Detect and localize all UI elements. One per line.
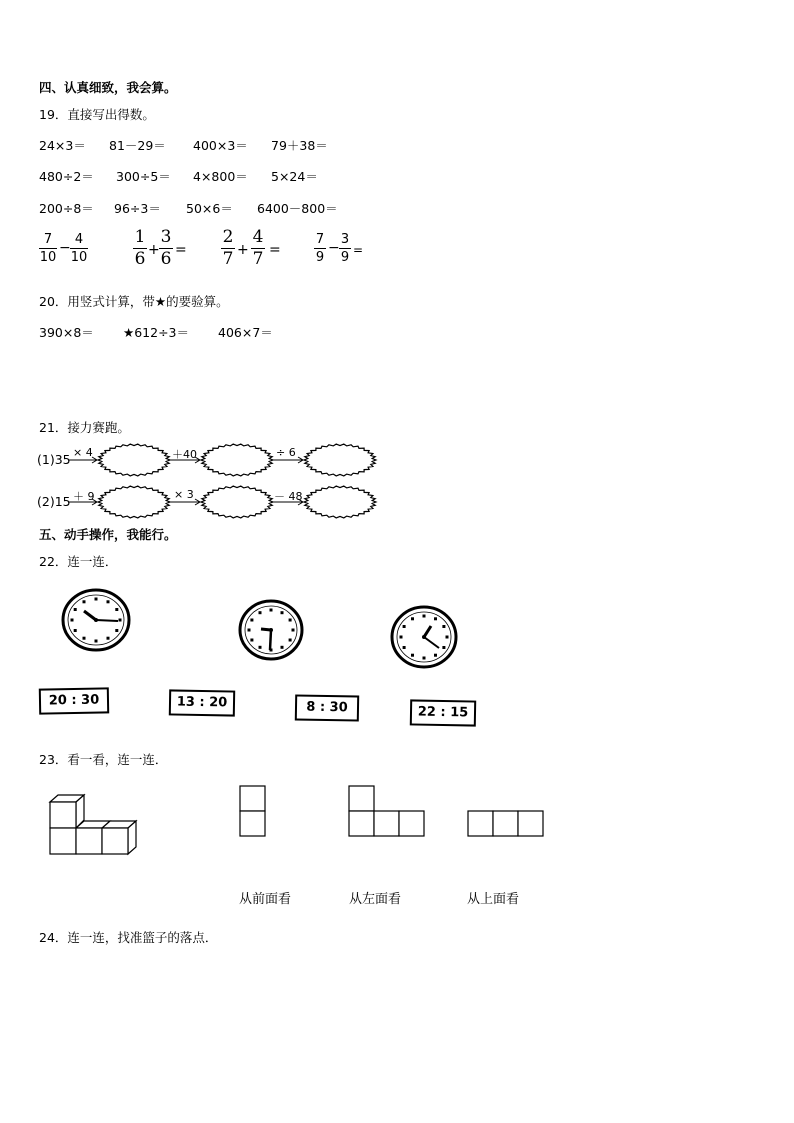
frac3-b-den: 7 bbox=[252, 249, 264, 269]
relay-diagram bbox=[0, 0, 794, 530]
cube-stack-figure bbox=[44, 790, 140, 860]
clock-2-icon bbox=[237, 598, 305, 662]
frac3-a-num: 2 bbox=[222, 227, 234, 247]
q19-r2-c1: 480÷2＝ bbox=[39, 169, 94, 184]
q19-r3-c4: 6400－800＝ bbox=[257, 201, 338, 216]
q19-r2-c3: 4×800＝ bbox=[193, 169, 248, 184]
frac1-b-num: 4 bbox=[74, 232, 84, 247]
q20-title: 20．用竖式计算，带★的要验算。 bbox=[39, 294, 229, 309]
view-left-figure bbox=[348, 785, 428, 839]
q21-row2-op3: － 48 bbox=[274, 490, 303, 503]
q21-row1-start: (1)35 bbox=[37, 452, 71, 467]
section5-title: 五、动手操作，我能行。 bbox=[39, 527, 177, 542]
frac1-a-den: 10 bbox=[39, 250, 57, 265]
frac1-a-num: 7 bbox=[43, 232, 53, 247]
view-label-front: 从前面看 bbox=[239, 892, 292, 907]
frac2-op: + bbox=[148, 242, 160, 258]
answer-cloud bbox=[304, 486, 376, 518]
frac4-b-num: 3 bbox=[340, 232, 350, 247]
view-label-top: 从上面看 bbox=[467, 892, 520, 907]
time-box-4: 22 : 15 bbox=[410, 699, 476, 726]
frac2-a-num: 1 bbox=[134, 227, 146, 247]
answer-cloud bbox=[98, 444, 170, 476]
answer-cloud bbox=[201, 444, 273, 476]
q20-item-1: 390×8＝ bbox=[39, 325, 94, 340]
frac2-eq: = bbox=[175, 242, 187, 258]
frac4-op: − bbox=[328, 240, 340, 256]
q21-row1-op1: × 4 bbox=[73, 446, 93, 459]
q19-r1-c1: 24×3＝ bbox=[39, 138, 86, 153]
frac4-a-num: 7 bbox=[315, 232, 325, 247]
q21-row1-op2: ＋40 bbox=[172, 448, 197, 461]
q22-title: 22．连一连． bbox=[39, 554, 118, 569]
q19-title: 19．直接写出得数。 bbox=[39, 107, 155, 122]
q19-r3-c3: 50×6＝ bbox=[186, 201, 233, 216]
view-front-figure bbox=[239, 785, 267, 839]
answer-cloud bbox=[98, 486, 170, 518]
frac1-b-den: 10 bbox=[70, 250, 88, 265]
clock-3-icon bbox=[389, 604, 459, 670]
clock-1-icon bbox=[60, 587, 132, 653]
q19-r2-c4: 5×24＝ bbox=[271, 169, 318, 184]
q19-r1-c2: 81－29＝ bbox=[109, 138, 166, 153]
q21-row2-op1: ＋ 9 bbox=[73, 490, 95, 503]
section4-title: 四、认真细致，我会算。 bbox=[39, 80, 177, 95]
view-top-figure bbox=[467, 810, 547, 838]
frac2-b-num: 3 bbox=[160, 227, 172, 247]
frac2-a-den: 6 bbox=[134, 249, 146, 269]
q21-title: 21．接力赛跑。 bbox=[39, 420, 130, 435]
frac3-op: + bbox=[237, 242, 249, 258]
q19-r1-c4: 79＋38＝ bbox=[271, 138, 328, 153]
frac3-a-den: 7 bbox=[222, 249, 234, 269]
answer-cloud bbox=[304, 444, 376, 476]
q21-row1-op3: ÷ 6 bbox=[276, 446, 296, 459]
time-box-2: 13 : 20 bbox=[169, 689, 235, 716]
q24-title: 24．连一连，找准篮子的落点． bbox=[39, 930, 218, 945]
time-box-3: 8 : 30 bbox=[295, 694, 359, 721]
frac4-eq: = bbox=[353, 243, 364, 257]
q23-title: 23．看一看，连一连． bbox=[39, 752, 168, 767]
frac3-eq: = bbox=[269, 242, 281, 258]
q20-item-3: 406×7＝ bbox=[218, 325, 273, 340]
view-label-left: 从左面看 bbox=[349, 892, 402, 907]
frac4-b-den: 9 bbox=[340, 250, 350, 265]
q19-r2-c2: 300÷5＝ bbox=[116, 169, 171, 184]
time-box-1: 20 : 30 bbox=[39, 687, 109, 714]
frac4-a-den: 9 bbox=[315, 250, 325, 265]
q21-row2-start: (2)15 bbox=[37, 494, 71, 509]
q19-r1-c3: 400×3＝ bbox=[193, 138, 248, 153]
frac1-op: − bbox=[59, 240, 71, 256]
frac3-b-num: 4 bbox=[252, 227, 264, 247]
frac2-b-den: 6 bbox=[160, 249, 172, 269]
q19-r3-c2: 96÷3＝ bbox=[114, 201, 161, 216]
q21-row2-op2: × 3 bbox=[174, 488, 194, 501]
q19-r3-c1: 200÷8＝ bbox=[39, 201, 94, 216]
answer-cloud bbox=[201, 486, 273, 518]
q20-item-2: ★612÷3＝ bbox=[123, 325, 189, 340]
